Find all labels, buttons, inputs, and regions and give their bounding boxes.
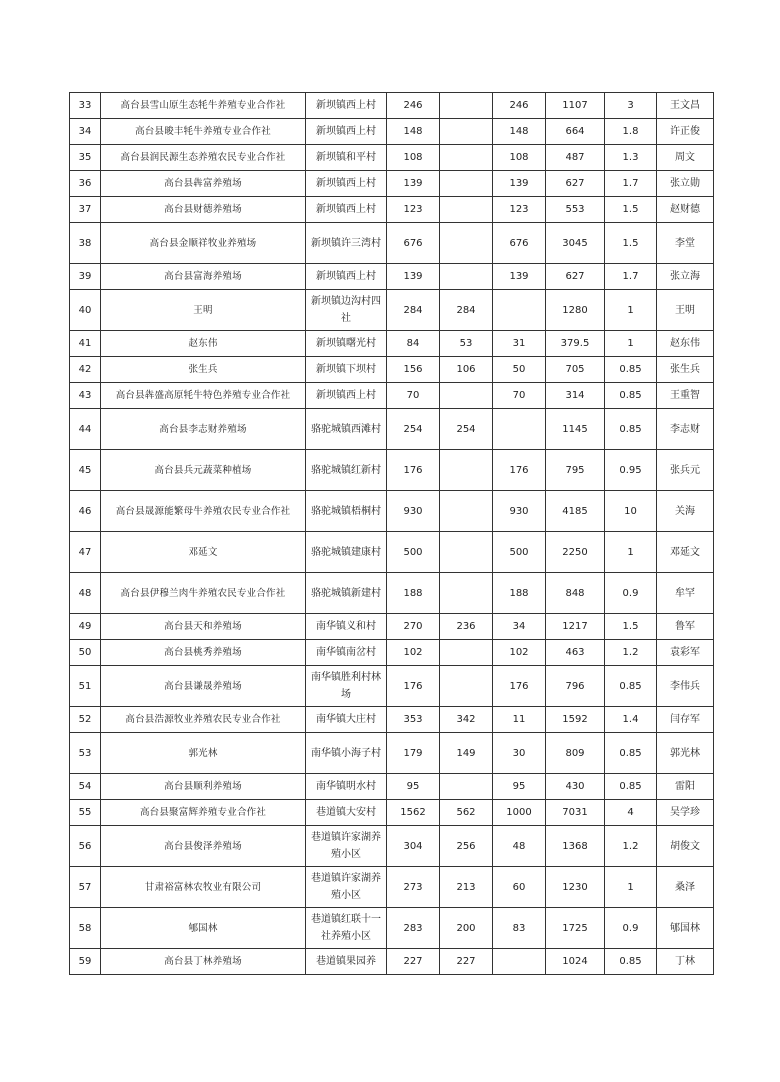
contact-person: 雷阳 [657,774,714,800]
table-row [70,573,714,614]
table-row [70,640,714,666]
row-number: 41 [70,331,101,357]
row-number: 44 [70,409,101,450]
contact-person: 胡俊文 [657,826,714,867]
column-4-value [440,197,493,223]
row-number: 40 [70,290,101,331]
column-4-value [440,573,493,614]
total-count: 139 [387,171,440,197]
total-count: 70 [387,383,440,409]
row-number: 46 [70,491,101,532]
contact-person: 牟罕 [657,573,714,614]
column-7-value: 1 [605,331,657,357]
column-7-value: 1.3 [605,145,657,171]
column-6-value: 809 [546,733,605,774]
column-5-value: 108 [493,145,546,171]
column-6-value: 1145 [546,409,605,450]
row-number: 38 [70,223,101,264]
total-count: 156 [387,357,440,383]
column-7-value: 0.9 [605,573,657,614]
contact-person: 闫存军 [657,707,714,733]
table-row [70,908,714,949]
column-4-value [440,450,493,491]
total-count: 102 [387,640,440,666]
column-6-value: 664 [546,119,605,145]
farm-location: 新坝镇下坝村 [306,357,387,383]
farm-location: 新坝镇西上村 [306,264,387,290]
farm-name: 高台县财德养殖场 [101,197,306,223]
column-5-value: 48 [493,826,546,867]
column-6-value: 1024 [546,949,605,975]
contact-person: 郇国林 [657,908,714,949]
row-number: 50 [70,640,101,666]
table-row [70,383,714,409]
column-6-value: 7031 [546,800,605,826]
row-number: 39 [70,264,101,290]
total-count: 188 [387,573,440,614]
row-number: 45 [70,450,101,491]
column-5-value: 676 [493,223,546,264]
row-number: 56 [70,826,101,867]
contact-person: 李志财 [657,409,714,450]
column-5-value [493,409,546,450]
total-count: 176 [387,666,440,707]
contact-person: 邓延文 [657,532,714,573]
farm-location: 巷道镇许家湖养殖小区 [306,826,387,867]
row-number: 34 [70,119,101,145]
column-4-value [440,264,493,290]
column-7-value: 0.85 [605,733,657,774]
farm-location: 巷道镇果园养 [306,949,387,975]
farm-name: 王明 [101,290,306,331]
column-7-value: 4 [605,800,657,826]
contact-person: 王文昌 [657,93,714,119]
total-count: 176 [387,450,440,491]
column-7-value: 10 [605,491,657,532]
column-7-value: 1.5 [605,197,657,223]
contact-person: 王重智 [657,383,714,409]
column-7-value: 1.5 [605,614,657,640]
table-row [70,867,714,908]
table-row [70,119,714,145]
column-5-value [493,949,546,975]
column-7-value: 0.85 [605,774,657,800]
total-count: 500 [387,532,440,573]
column-6-value: 3045 [546,223,605,264]
contact-person: 张立勋 [657,171,714,197]
table-row [70,331,714,357]
column-7-value: 0.85 [605,409,657,450]
table-row [70,800,714,826]
row-number: 33 [70,93,101,119]
column-4-value [440,774,493,800]
column-5-value: 148 [493,119,546,145]
column-5-value: 34 [493,614,546,640]
farm-name: 邓延文 [101,532,306,573]
column-5-value: 95 [493,774,546,800]
column-4-value [440,145,493,171]
row-number: 49 [70,614,101,640]
column-4-value: 149 [440,733,493,774]
column-4-value [440,223,493,264]
farm-location: 新坝镇曙光村 [306,331,387,357]
column-7-value: 1 [605,532,657,573]
column-5-value: 50 [493,357,546,383]
row-number: 47 [70,532,101,573]
table-row [70,145,714,171]
column-6-value: 705 [546,357,605,383]
table-row [70,614,714,640]
column-6-value: 627 [546,171,605,197]
farm-name: 赵东伟 [101,331,306,357]
column-5-value: 70 [493,383,546,409]
farm-name: 高台县俊泽养殖场 [101,826,306,867]
farm-name: 郇国林 [101,908,306,949]
column-6-value: 1217 [546,614,605,640]
column-4-value [440,532,493,573]
column-4-value: 53 [440,331,493,357]
column-5-value: 123 [493,197,546,223]
column-6-value: 2250 [546,532,605,573]
total-count: 676 [387,223,440,264]
contact-person: 丁林 [657,949,714,975]
row-number: 58 [70,908,101,949]
column-6-value: 1592 [546,707,605,733]
farm-name: 甘肃裕富林农牧业有限公司 [101,867,306,908]
total-count: 1562 [387,800,440,826]
column-5-value: 30 [493,733,546,774]
contact-person: 鲁军 [657,614,714,640]
farm-name: 高台县谦晟养殖场 [101,666,306,707]
column-5-value: 188 [493,573,546,614]
farm-name: 高台县桃秀养殖场 [101,640,306,666]
column-4-value [440,640,493,666]
table-row [70,223,714,264]
row-number: 35 [70,145,101,171]
column-5-value: 102 [493,640,546,666]
row-number: 43 [70,383,101,409]
row-number: 42 [70,357,101,383]
farm-name: 高台县富海养殖场 [101,264,306,290]
row-number: 48 [70,573,101,614]
farm-location: 南华镇明水村 [306,774,387,800]
total-count: 179 [387,733,440,774]
contact-person: 桑泽 [657,867,714,908]
column-4-value: 256 [440,826,493,867]
column-4-value: 106 [440,357,493,383]
column-4-value: 227 [440,949,493,975]
column-7-value: 1 [605,290,657,331]
contact-person: 周文 [657,145,714,171]
row-number: 54 [70,774,101,800]
contact-person: 袁彩军 [657,640,714,666]
column-7-value: 0.9 [605,908,657,949]
table-row [70,409,714,450]
table-row [70,707,714,733]
column-6-value: 1725 [546,908,605,949]
column-7-value: 0.95 [605,450,657,491]
farm-location: 南华镇南岔村 [306,640,387,666]
column-6-value: 314 [546,383,605,409]
row-number: 52 [70,707,101,733]
farm-location: 骆驼城镇新建村 [306,573,387,614]
farm-location: 新坝镇西上村 [306,119,387,145]
total-count: 353 [387,707,440,733]
column-5-value: 1000 [493,800,546,826]
column-7-value: 1.4 [605,707,657,733]
column-7-value: 1.7 [605,171,657,197]
column-6-value: 4185 [546,491,605,532]
table-row [70,197,714,223]
farm-name: 郭光林 [101,733,306,774]
farm-location: 新坝镇边沟村四社 [306,290,387,331]
column-5-value: 11 [493,707,546,733]
farm-location: 南华镇小海子村 [306,733,387,774]
column-6-value: 1280 [546,290,605,331]
column-5-value: 83 [493,908,546,949]
total-count: 123 [387,197,440,223]
column-4-value [440,119,493,145]
farm-name: 高台县李志财养殖场 [101,409,306,450]
column-6-value: 848 [546,573,605,614]
farm-location: 巷道镇红联十一社养殖小区 [306,908,387,949]
farm-location: 骆驼城镇西滩村 [306,409,387,450]
table-row [70,774,714,800]
contact-person: 吴学珍 [657,800,714,826]
column-5-value: 139 [493,171,546,197]
farm-name: 高台县犇富养殖场 [101,171,306,197]
farm-name: 高台县润民源生态养殖农民专业合作社 [101,145,306,171]
farm-name: 高台县金顺祥牧业养殖场 [101,223,306,264]
farm-name: 张生兵 [101,357,306,383]
column-5-value: 930 [493,491,546,532]
column-5-value: 176 [493,666,546,707]
total-count: 148 [387,119,440,145]
contact-person: 郭光林 [657,733,714,774]
row-number: 53 [70,733,101,774]
column-4-value: 284 [440,290,493,331]
farm-name: 高台县丁林养殖场 [101,949,306,975]
row-number: 57 [70,867,101,908]
column-6-value: 796 [546,666,605,707]
table-row [70,666,714,707]
contact-person: 赵财德 [657,197,714,223]
farm-location: 南华镇大庄村 [306,707,387,733]
contact-person: 张兵元 [657,450,714,491]
farm-name: 高台县聚富辉养殖专业合作社 [101,800,306,826]
column-6-value: 1107 [546,93,605,119]
column-4-value [440,383,493,409]
column-6-value: 627 [546,264,605,290]
farm-location: 南华镇义和村 [306,614,387,640]
total-count: 283 [387,908,440,949]
total-count: 284 [387,290,440,331]
column-4-value: 200 [440,908,493,949]
column-4-value [440,171,493,197]
farm-location: 新坝镇西上村 [306,171,387,197]
farm-name: 高台县天和养殖场 [101,614,306,640]
column-6-value: 553 [546,197,605,223]
table-row [70,532,714,573]
column-5-value: 60 [493,867,546,908]
farm-location: 骆驼城镇红新村 [306,450,387,491]
table-body [70,93,714,975]
column-4-value: 236 [440,614,493,640]
contact-person: 许正俊 [657,119,714,145]
table-row [70,171,714,197]
contact-person: 李伟兵 [657,666,714,707]
contact-person: 王明 [657,290,714,331]
column-4-value: 254 [440,409,493,450]
column-6-value: 487 [546,145,605,171]
farm-name: 高台县雪山原生态牦牛养殖专业合作社 [101,93,306,119]
table-row [70,733,714,774]
table-row [70,450,714,491]
column-6-value: 1230 [546,867,605,908]
farm-name: 高台县伊穆兰肉牛养殖农民专业合作社 [101,573,306,614]
farm-location: 新坝镇西上村 [306,197,387,223]
column-5-value: 176 [493,450,546,491]
contact-person: 张生兵 [657,357,714,383]
column-7-value: 0.85 [605,666,657,707]
farm-name: 高台县兵元蔬菜种植场 [101,450,306,491]
column-6-value: 463 [546,640,605,666]
column-7-value: 1.8 [605,119,657,145]
farm-name: 高台县犇盛高原牦牛特色养殖专业合作社 [101,383,306,409]
column-7-value: 1 [605,867,657,908]
table-row [70,491,714,532]
column-5-value [493,290,546,331]
total-count: 304 [387,826,440,867]
row-number: 51 [70,666,101,707]
contact-person: 张立海 [657,264,714,290]
column-5-value: 31 [493,331,546,357]
column-4-value [440,491,493,532]
total-count: 84 [387,331,440,357]
total-count: 273 [387,867,440,908]
column-5-value: 246 [493,93,546,119]
total-count: 246 [387,93,440,119]
farm-location: 南华镇胜利村林场 [306,666,387,707]
table-row [70,826,714,867]
column-4-value: 213 [440,867,493,908]
total-count: 95 [387,774,440,800]
total-count: 254 [387,409,440,450]
table-row [70,357,714,383]
column-7-value: 1.7 [605,264,657,290]
total-count: 270 [387,614,440,640]
column-6-value: 430 [546,774,605,800]
farm-name: 高台县晙丰牦牛养殖专业合作社 [101,119,306,145]
column-6-value: 379.5 [546,331,605,357]
column-6-value: 1368 [546,826,605,867]
total-count: 108 [387,145,440,171]
column-6-value: 795 [546,450,605,491]
row-number: 37 [70,197,101,223]
total-count: 930 [387,491,440,532]
column-4-value: 562 [440,800,493,826]
table-row [70,290,714,331]
column-4-value: 342 [440,707,493,733]
column-7-value: 1.2 [605,640,657,666]
farm-location: 骆驼城镇梧桐村 [306,491,387,532]
total-count: 227 [387,949,440,975]
farm-location: 巷道镇大安村 [306,800,387,826]
column-4-value [440,93,493,119]
column-7-value: 1.5 [605,223,657,264]
farm-location: 新坝镇西上村 [306,93,387,119]
contact-person: 赵东伟 [657,331,714,357]
column-7-value: 0.85 [605,383,657,409]
total-count: 139 [387,264,440,290]
row-number: 55 [70,800,101,826]
farm-location: 新坝镇许三湾村 [306,223,387,264]
farm-location: 新坝镇西上村 [306,383,387,409]
column-7-value: 0.85 [605,949,657,975]
column-5-value: 500 [493,532,546,573]
column-7-value: 1.2 [605,826,657,867]
row-number: 59 [70,949,101,975]
table-row [70,949,714,975]
contact-person: 关海 [657,491,714,532]
farm-name: 高台县顺利养殖场 [101,774,306,800]
farm-location: 新坝镇和平村 [306,145,387,171]
livestock-farm-table [69,92,714,975]
farm-location: 巷道镇许家湖养殖小区 [306,867,387,908]
column-7-value: 0.85 [605,357,657,383]
row-number: 36 [70,171,101,197]
farm-name: 高台县浩源牧业养殖农民专业合作社 [101,707,306,733]
column-4-value [440,666,493,707]
farm-name: 高台县晟源能繁母牛养殖农民专业合作社 [101,491,306,532]
farm-location: 骆驼城镇建康村 [306,532,387,573]
column-5-value: 139 [493,264,546,290]
table-row [70,264,714,290]
table-row [70,93,714,119]
contact-person: 李堂 [657,223,714,264]
column-7-value: 3 [605,93,657,119]
